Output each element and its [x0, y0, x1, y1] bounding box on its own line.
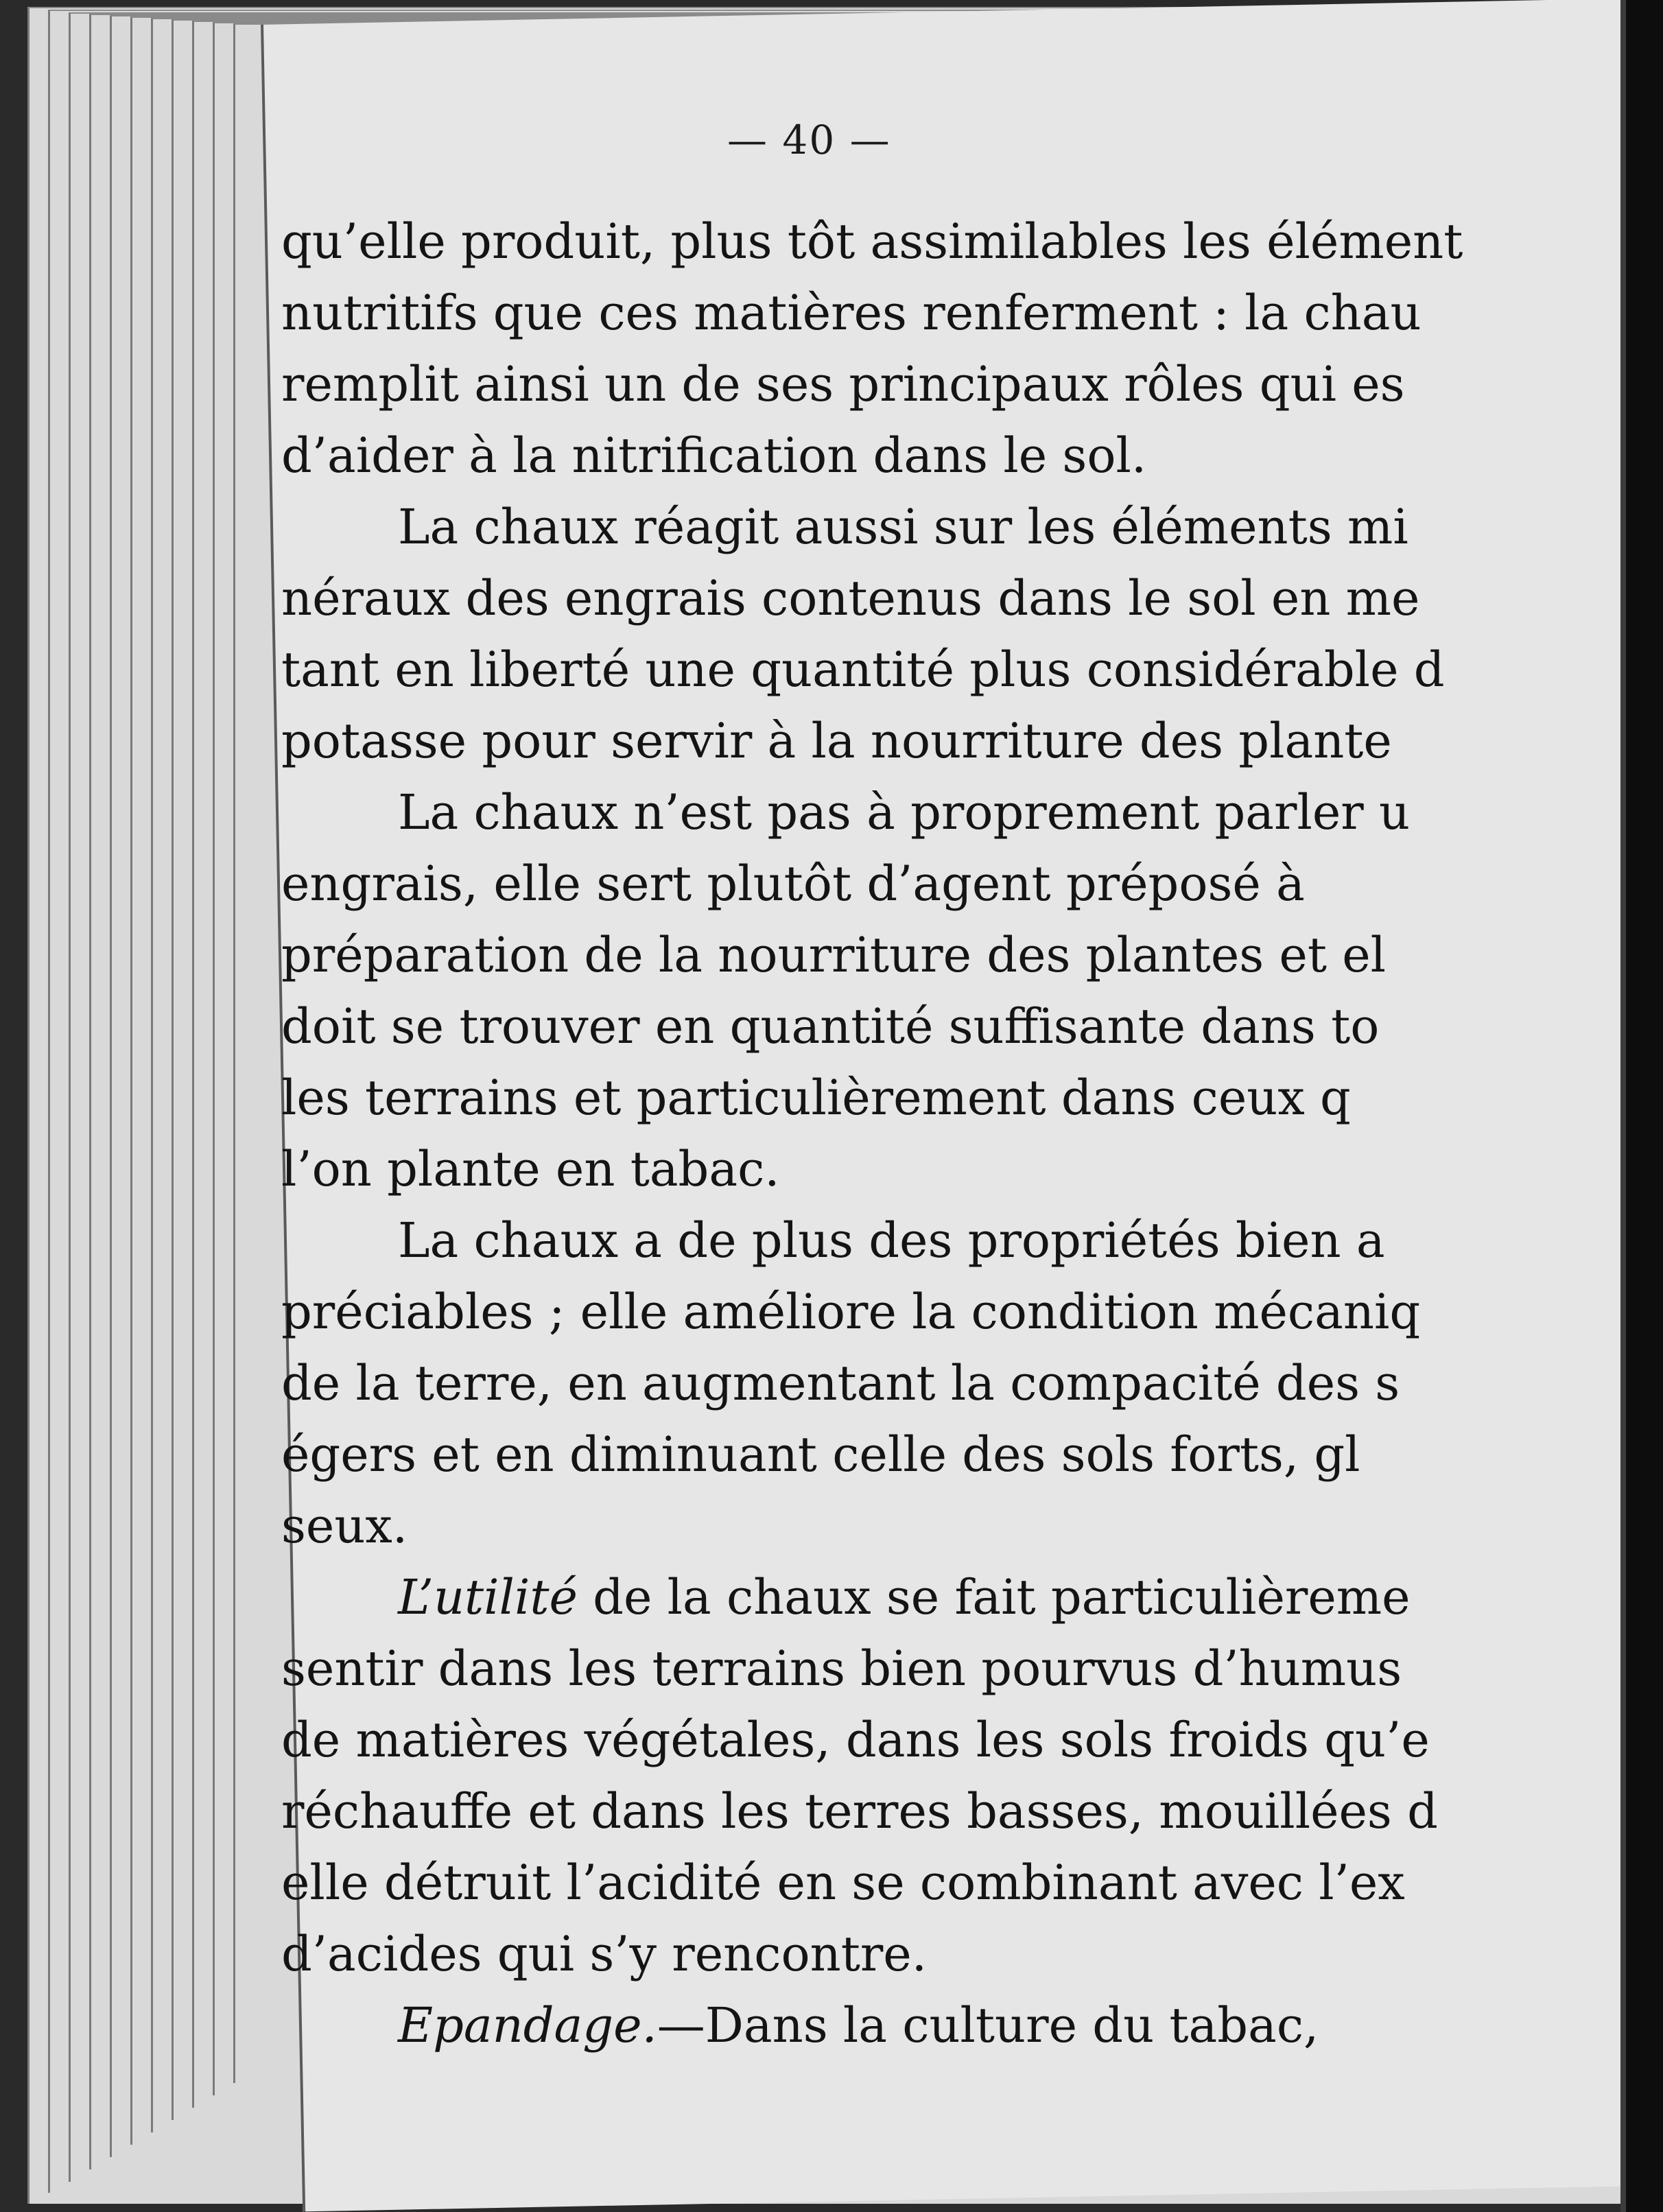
text-line: d’aider à la nitrification dans le sol.: [281, 427, 1147, 484]
text-line: [281, 1562, 1411, 1633]
text-line: La chaux a de plus des propriétés bien a: [398, 1212, 1385, 1269]
text-line: tant en liberté une quantité plus considérable d: [281, 642, 1445, 698]
text-line-rest: de la chaux se fait particulièreme: [593, 1569, 1411, 1625]
text-line: de matières végétales, dans les sols froids qu’e: [281, 1712, 1430, 1768]
italic-term: L’utilité: [398, 1569, 578, 1625]
text-line: qu’elle produit, plus tôt assimilables les élément: [281, 213, 1463, 270]
text-line: elle détruit l’acidité en se combinant avec l’ex: [281, 1855, 1405, 1911]
text-line: réchauffe et dans les terres basses, mouillées d: [281, 1783, 1438, 1839]
text-line: seux.: [281, 1498, 408, 1554]
text-line: préparation de la nourriture des plantes et el: [281, 927, 1387, 983]
page-right-edge: [1626, 0, 1663, 2212]
page-number: — 40 —: [727, 117, 891, 163]
body-text: [281, 206, 1463, 2061]
text-line: La chaux n’est pas à proprement parler u: [398, 784, 1411, 840]
text-line: engrais, elle sert plutôt d’agent préposé à: [281, 856, 1305, 912]
text-line: doit se trouver en quantité suffisante dans to: [281, 998, 1380, 1055]
text-line: néraux des engrais contenus dans le sol en me: [281, 570, 1420, 626]
text-line-rest: —Dans la culture du tabac,: [657, 1997, 1319, 2054]
text-line: [281, 1990, 1379, 2061]
page-gutter: [1620, 0, 1626, 2212]
text-line: d’acides qui s’y rencontre.: [281, 1926, 927, 1982]
text-line: sentir dans les terrains bien pourvus d’humus: [281, 1640, 1402, 1697]
text-line: nutritifs que ces matières renferment : la chau: [281, 285, 1422, 341]
text-line: préciables ; elle améliore la condition mécaniq: [281, 1284, 1421, 1340]
text-line: égers et en diminuant celle des sols forts, gl: [281, 1426, 1360, 1483]
text-line: remplit ainsi un de ses principaux rôles qui es: [281, 356, 1405, 412]
text-line: La chaux réagit aussi sur les éléments mi: [398, 499, 1408, 555]
text-line: de la terre, en augmentant la compacité des s: [281, 1355, 1400, 1411]
italic-term: Epandage.: [398, 1997, 657, 2054]
text-line: les terrains et particulièrement dans ceux q: [281, 1070, 1351, 1126]
text-line: l’on plante en tabac.: [281, 1141, 780, 1197]
text-line: potasse pour servir à la nourriture des plante: [281, 713, 1392, 769]
